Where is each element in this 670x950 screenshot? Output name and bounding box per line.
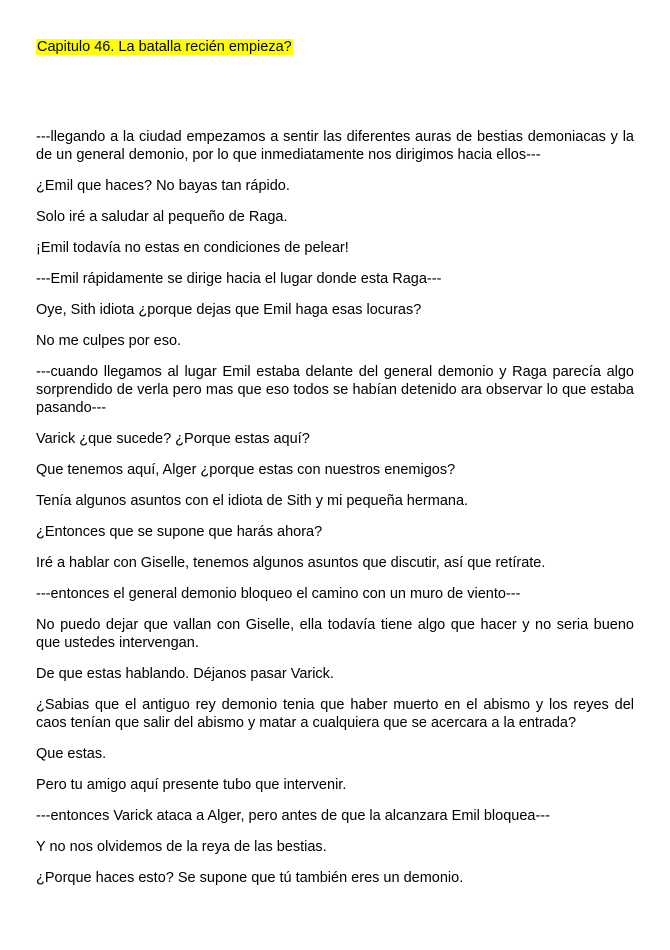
paragraph: ¿Sabias que el antiguo rey demonio tenia que haber muerto en el abismo y los reyes del caos tenían que salir del abismo y matar a cualquiera que se acercara a la entrada?: [36, 697, 634, 731]
paragraph: Tenía algunos asuntos con el idiota de Sith y mi pequeña hermana.: [36, 493, 469, 509]
document-body: [36, 128, 634, 900]
paragraph: ---entonces el general demonio bloqueo el camino con un muro de viento---: [36, 586, 521, 602]
paragraph: Pero tu amigo aquí presente tubo que intervenir.: [36, 777, 347, 793]
paragraph: ---cuando llegamos al lugar Emil estaba delante del general demonio y Raga parecía algo sorprendido de verla pero mas que eso todos se habían detenido ara observar lo que estaba pasando---: [36, 364, 634, 416]
paragraph: No puedo dejar que vallan con Giselle, ella todavía tiene algo que hacer y no seria bueno que ustedes intervengan.: [36, 617, 634, 651]
paragraph: Que estas.: [36, 746, 107, 762]
paragraph: Oye, Sith idiota ¿porque dejas que Emil haga esas locuras?: [36, 302, 422, 318]
paragraph: Solo iré a saludar al pequeño de Raga.: [36, 209, 288, 225]
paragraph: Iré a hablar con Giselle, tenemos algunos asuntos que discutir, así que retírate.: [36, 555, 546, 571]
paragraph: Varick ¿que sucede? ¿Porque estas aquí?: [36, 431, 310, 447]
paragraph: ---Emil rápidamente se dirige hacia el lugar donde esta Raga---: [36, 271, 442, 287]
chapter-title: [36, 38, 293, 56]
paragraph: No me culpes por eso.: [36, 333, 182, 349]
paragraph: De que estas hablando. Déjanos pasar Varick.: [36, 666, 334, 682]
paragraph: Que tenemos aquí, Alger ¿porque estas con nuestros enemigos?: [36, 462, 456, 478]
highlighted-title-text: Capitulo 46. La batalla recién empieza?: [37, 39, 292, 55]
paragraph: Y no nos olvidemos de la reya de las bestias.: [36, 839, 327, 855]
paragraph: ---llegando a la ciudad empezamos a sentir las diferentes auras de bestias demoniacas y la de un general demonio, por lo que inmediatamente nos dirigimos hacia ellos---: [36, 129, 634, 163]
paragraph: ¿Porque haces esto? Se supone que tú también eres un demonio.: [36, 870, 464, 886]
paragraph: ---entonces Varick ataca a Alger, pero antes de que la alcanzara Emil bloquea---: [36, 808, 550, 824]
paragraph: ¿Entonces que se supone que harás ahora?: [36, 524, 323, 540]
paragraph: ¿Emil que haces? No bayas tan rápido.: [36, 178, 290, 194]
paragraph: ¡Emil todavía no estas en condiciones de pelear!: [36, 240, 349, 256]
